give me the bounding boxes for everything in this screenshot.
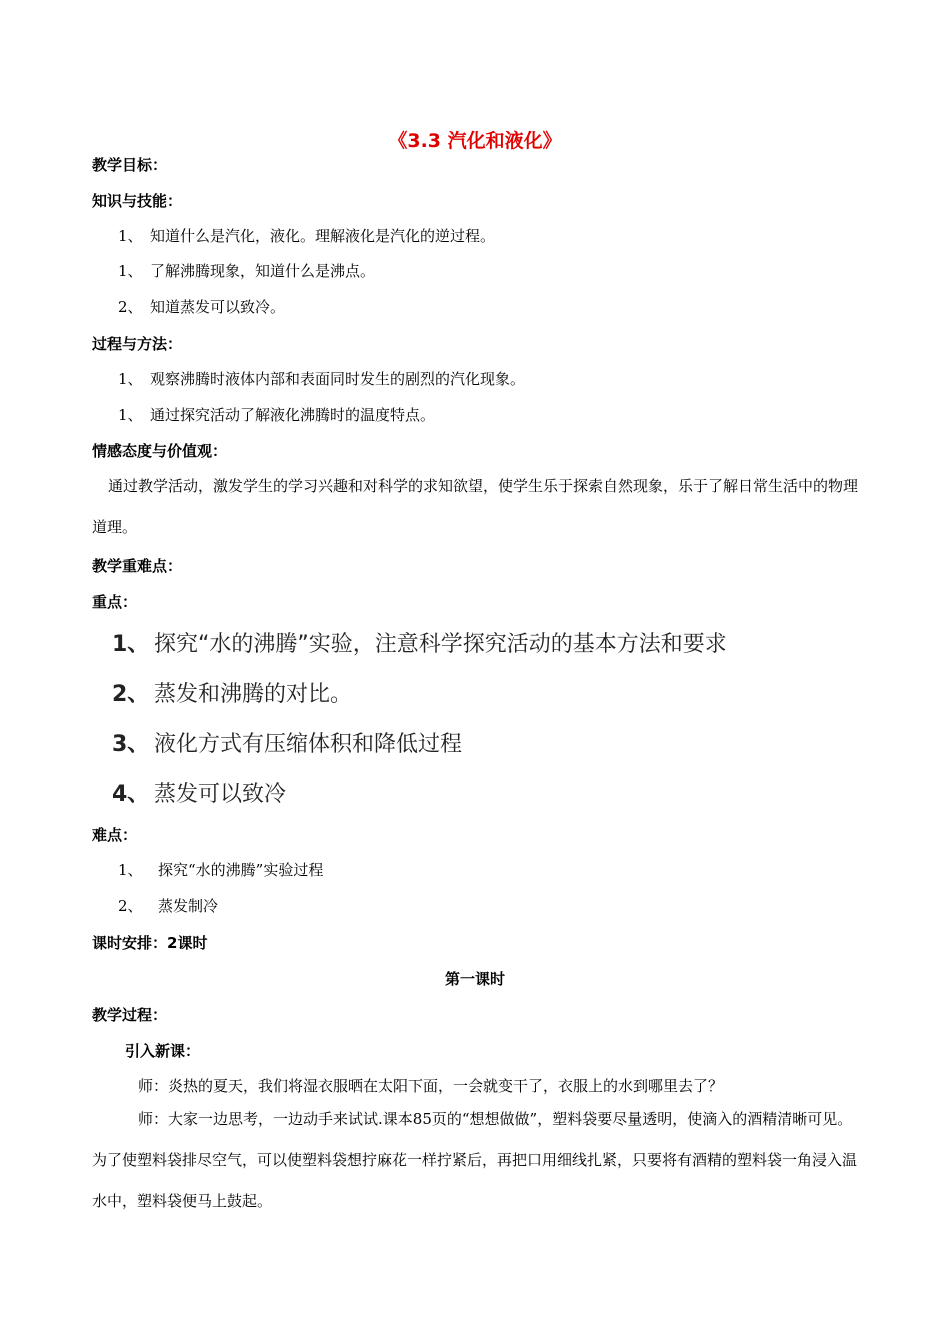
schedule-line: 课时安排：2课时 bbox=[92, 934, 208, 952]
item-text: 蒸发可以致冷 bbox=[154, 782, 287, 807]
item-text: 通过探究活动了解液化沸腾时的温度特点。 bbox=[150, 406, 436, 424]
document-title: 《3.3 汽化和液化》 bbox=[388, 130, 562, 152]
emotion-heading: 情感态度与价值观： bbox=[92, 442, 228, 460]
item-number: 1、 bbox=[112, 632, 150, 657]
intro-heading: 引入新课： bbox=[125, 1042, 201, 1060]
process-heading: 过程与方法： bbox=[92, 335, 183, 353]
item-text: 了解沸腾现象，知道什么是沸点。 bbox=[150, 262, 376, 280]
teaching-process-heading: 教学过程： bbox=[92, 1006, 168, 1024]
objectives-heading: 教学目标： bbox=[92, 156, 168, 174]
item-text: 蒸发和沸腾的对比。 bbox=[154, 682, 353, 707]
item-number: 1、 bbox=[118, 861, 143, 879]
item-text: 观察沸腾时液体内部和表面同时发生的剧烈的汽化现象。 bbox=[150, 370, 526, 388]
knowledge-heading: 知识与技能： bbox=[92, 192, 183, 210]
dialog-paragraph: 师：炎热的夏天，我们将湿衣服晒在太阳下面，一会就变干了，衣服上的水到哪里去了？ bbox=[138, 1077, 724, 1095]
emotion-paragraph: 通过教学活动，激发学生的学习兴趣和对科学的求知欲望，使学生乐于探索自然现象，乐于了解日常生活中的物理道理。 bbox=[92, 477, 859, 536]
item-number: 1、 bbox=[118, 227, 143, 245]
item-text: 探究“水的沸腾”实验，注意科学探究活动的基本方法和要求 bbox=[154, 632, 727, 657]
item-text: 探究“水的沸腾”实验过程 bbox=[158, 861, 324, 879]
item-text: 蒸发制冷 bbox=[158, 897, 219, 915]
item-number: 1、 bbox=[118, 262, 143, 280]
item-text: 液化方式有压缩体积和降低过程 bbox=[154, 732, 463, 757]
item-number: 3、 bbox=[112, 732, 150, 757]
item-number: 4、 bbox=[112, 782, 150, 807]
key-difficult-heading: 教学重难点： bbox=[92, 557, 183, 575]
key-points-heading: 重点： bbox=[92, 593, 138, 611]
dialog-paragraph: 师：大家一边思考，一边动手来试试.课本85页的“想想做做”，塑料袋要尽量透明，使滴入的酒精清晰可见。为了使塑料袋排尽空气，可以使塑料袋想拧麻花一样拧紧后，再把口用细线扎紧，只要将有酒精的塑料袋一角浸入温水中，塑料袋便马上鼓起。 bbox=[92, 1110, 858, 1210]
difficulties-heading: 难点： bbox=[92, 826, 138, 844]
item-number: 2、 bbox=[118, 298, 143, 316]
lesson-title: 第一课时 bbox=[444, 970, 505, 988]
item-number: 1、 bbox=[118, 406, 143, 424]
item-number: 2、 bbox=[112, 682, 150, 707]
item-number: 1、 bbox=[118, 370, 143, 388]
item-number: 2、 bbox=[118, 897, 143, 915]
item-text: 知道什么是汽化，液化。理解液化是汽化的逆过程。 bbox=[150, 227, 496, 245]
item-text: 知道蒸发可以致冷。 bbox=[150, 298, 286, 316]
